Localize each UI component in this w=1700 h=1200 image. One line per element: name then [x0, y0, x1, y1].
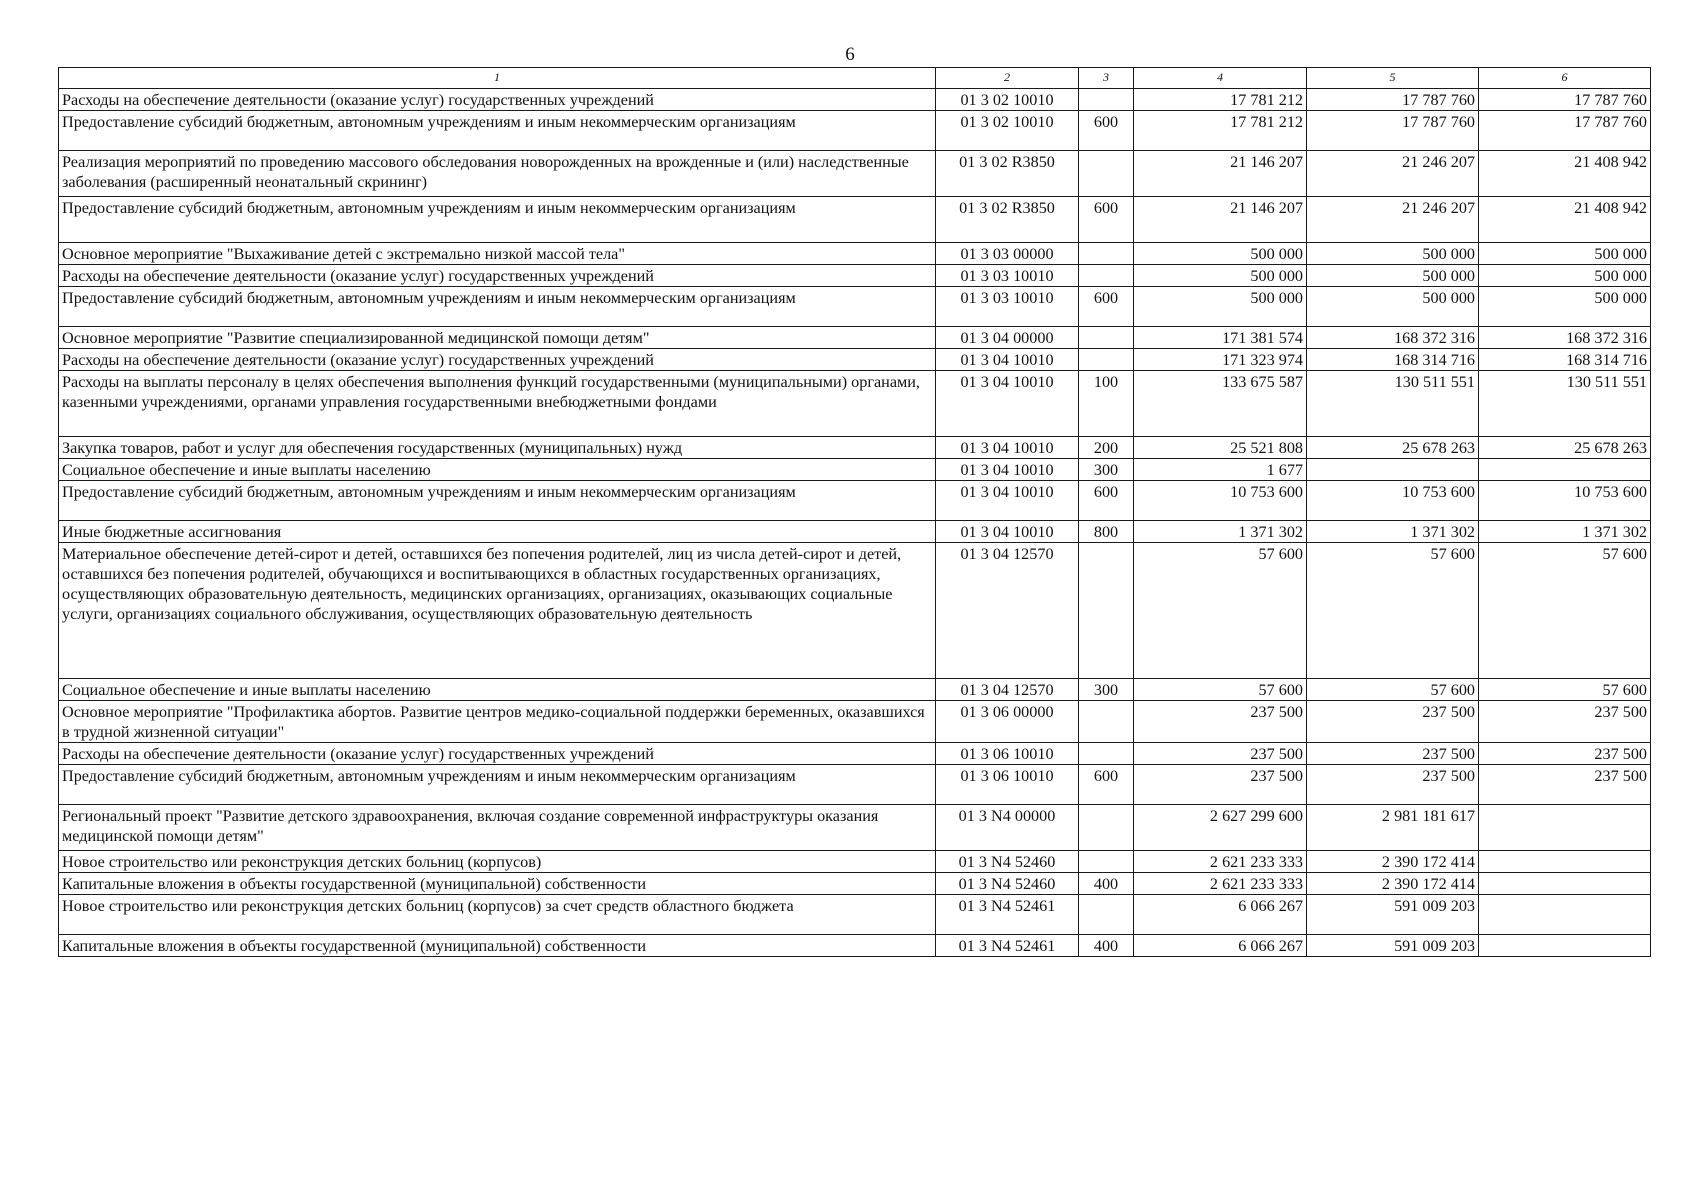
row-name: Основное мероприятие "Профилактика абортов. Развитие центров медико-социальной поддержки беременных, оказавшихся в трудной жизненной ситуации" [59, 701, 936, 743]
row-value-col6 [1479, 873, 1651, 895]
header-cell-6: 6 [1479, 68, 1651, 89]
row-name: Закупка товаров, работ и услуг для обеспечения государственных (муниципальных) нужд [59, 437, 936, 459]
row-name: Капитальные вложения в объекты государственной (муниципальной) собственности [59, 935, 936, 957]
row-name: Предоставление субсидий бюджетным, автономным учреждениям и иным некоммерческим организациям [59, 481, 936, 521]
row-value-col5: 237 500 [1307, 765, 1479, 805]
row-expense-type: 600 [1079, 765, 1134, 805]
row-name: Иные бюджетные ассигнования [59, 521, 936, 543]
row-code: 01 3 02 R3850 [936, 151, 1079, 197]
table-row [59, 371, 1651, 437]
row-name: Предоставление субсидий бюджетным, автономным учреждениям и иным некоммерческим организациям [59, 197, 936, 243]
row-expense-type [1079, 89, 1134, 111]
header-cell-1: 1 [59, 68, 936, 89]
row-name: Капитальные вложения в объекты государственной (муниципальной) собственности [59, 873, 936, 895]
row-value-col4: 2 621 233 333 [1134, 873, 1307, 895]
row-value-col6: 237 500 [1479, 701, 1651, 743]
row-value-col6 [1479, 935, 1651, 957]
table-row [59, 895, 1651, 935]
row-code: 01 3 02 R3850 [936, 197, 1079, 243]
row-value-col5: 57 600 [1307, 679, 1479, 701]
table-row [59, 349, 1651, 371]
row-code: 01 3 04 10010 [936, 521, 1079, 543]
row-value-col5: 25 678 263 [1307, 437, 1479, 459]
row-code: 01 3 04 00000 [936, 327, 1079, 349]
row-code: 01 3 04 10010 [936, 437, 1079, 459]
row-value-col6 [1479, 459, 1651, 481]
row-name: Расходы на обеспечение деятельности (оказание услуг) государственных учреждений [59, 349, 936, 371]
row-value-col4: 237 500 [1134, 701, 1307, 743]
row-value-col4: 6 066 267 [1134, 895, 1307, 935]
row-expense-type: 600 [1079, 111, 1134, 151]
row-value-col5: 237 500 [1307, 701, 1479, 743]
row-name: Предоставление субсидий бюджетным, автономным учреждениям и иным некоммерческим организациям [59, 111, 936, 151]
row-code: 01 3 04 12570 [936, 543, 1079, 679]
row-value-col4: 500 000 [1134, 265, 1307, 287]
row-value-col4: 57 600 [1134, 679, 1307, 701]
row-name: Расходы на выплаты персоналу в целях обеспечения выполнения функций государственными (муниципальными) органами, казенными учреждениями, органами управления государственными внебюджетными фондами [59, 371, 936, 437]
row-value-col5: 21 246 207 [1307, 197, 1479, 243]
row-expense-type: 300 [1079, 459, 1134, 481]
row-value-col5: 130 511 551 [1307, 371, 1479, 437]
row-value-col5: 17 787 760 [1307, 111, 1479, 151]
row-expense-type [1079, 743, 1134, 765]
table-row [59, 701, 1651, 743]
row-name: Новое строительство или реконструкция детских больниц (корпусов) [59, 851, 936, 873]
row-value-col6: 21 408 942 [1479, 151, 1651, 197]
row-value-col6: 1 371 302 [1479, 521, 1651, 543]
row-value-col6: 57 600 [1479, 679, 1651, 701]
row-expense-type [1079, 543, 1134, 679]
row-value-col4: 133 675 587 [1134, 371, 1307, 437]
row-name: Социальное обеспечение и иные выплаты населению [59, 459, 936, 481]
row-value-col4: 237 500 [1134, 765, 1307, 805]
row-code: 01 3 04 10010 [936, 371, 1079, 437]
row-expense-type: 600 [1079, 481, 1134, 521]
row-name: Предоставление субсидий бюджетным, автономным учреждениям и иным некоммерческим организациям [59, 765, 936, 805]
row-value-col5: 168 314 716 [1307, 349, 1479, 371]
row-value-col5: 2 390 172 414 [1307, 873, 1479, 895]
row-code: 01 3 04 10010 [936, 481, 1079, 521]
row-value-col4: 237 500 [1134, 743, 1307, 765]
row-value-col6: 500 000 [1479, 265, 1651, 287]
row-expense-type: 400 [1079, 873, 1134, 895]
table-row [59, 111, 1651, 151]
row-name: Материальное обеспечение детей-сирот и детей, оставшихся без попечения родителей, лиц из числа детей-сирот и детей, оставшихся без попечения родителей, обучающихся и воспитывающихся в областных государственных организациях, осуществляющих образовательную деятельность, медицинских организациях, организациях, оказывающих социальные услуги, организациях социального обслуживания, осуществляющих образовательную деятельность [59, 543, 936, 679]
row-value-col5: 500 000 [1307, 287, 1479, 327]
row-name: Региональный проект "Развитие детского здравоохранения, включая создание современной инфраструктуры оказания медицинской помощи детям" [59, 805, 936, 851]
table-row [59, 327, 1651, 349]
table-header [59, 68, 1651, 89]
table-row [59, 265, 1651, 287]
row-code: 01 3 02 10010 [936, 89, 1079, 111]
row-value-col5: 237 500 [1307, 743, 1479, 765]
row-expense-type [1079, 327, 1134, 349]
row-value-col6 [1479, 895, 1651, 935]
row-value-col5: 591 009 203 [1307, 895, 1479, 935]
row-value-col4: 17 781 212 [1134, 111, 1307, 151]
table-row [59, 935, 1651, 957]
row-code: 01 3 04 10010 [936, 349, 1079, 371]
table-row [59, 521, 1651, 543]
row-name: Реализация мероприятий по проведению массового обследования новорожденных на врожденные и (или) наследственные заболевания (расширенный неонатальный скрининг) [59, 151, 936, 197]
row-code: 01 3 06 00000 [936, 701, 1079, 743]
row-value-col4: 500 000 [1134, 243, 1307, 265]
row-value-col6: 25 678 263 [1479, 437, 1651, 459]
row-value-col4: 17 781 212 [1134, 89, 1307, 111]
table-row [59, 873, 1651, 895]
row-value-col5 [1307, 459, 1479, 481]
row-value-col4: 21 146 207 [1134, 197, 1307, 243]
header-row [59, 68, 1651, 89]
row-value-col4: 2 621 233 333 [1134, 851, 1307, 873]
table-row [59, 805, 1651, 851]
row-value-col4: 21 146 207 [1134, 151, 1307, 197]
row-value-col5: 10 753 600 [1307, 481, 1479, 521]
row-code: 01 3 03 10010 [936, 287, 1079, 327]
row-value-col6: 17 787 760 [1479, 111, 1651, 151]
row-code: 01 3 N4 52460 [936, 873, 1079, 895]
row-value-col6: 57 600 [1479, 543, 1651, 679]
row-value-col5: 1 371 302 [1307, 521, 1479, 543]
header-cell-4: 4 [1134, 68, 1307, 89]
header-cell-2: 2 [936, 68, 1079, 89]
row-value-col6: 237 500 [1479, 743, 1651, 765]
row-expense-type: 300 [1079, 679, 1134, 701]
row-expense-type [1079, 851, 1134, 873]
table-row [59, 437, 1651, 459]
row-value-col6: 21 408 942 [1479, 197, 1651, 243]
row-name: Расходы на обеспечение деятельности (оказание услуг) государственных учреждений [59, 743, 936, 765]
row-value-col5: 17 787 760 [1307, 89, 1479, 111]
row-code: 01 3 04 12570 [936, 679, 1079, 701]
row-expense-type [1079, 243, 1134, 265]
row-value-col6: 500 000 [1479, 243, 1651, 265]
row-value-col4: 1 677 [1134, 459, 1307, 481]
header-cell-3: 3 [1079, 68, 1134, 89]
row-expense-type: 800 [1079, 521, 1134, 543]
row-value-col5: 2 981 181 617 [1307, 805, 1479, 851]
row-value-col4: 171 323 974 [1134, 349, 1307, 371]
row-code: 01 3 06 10010 [936, 743, 1079, 765]
row-code: 01 3 N4 00000 [936, 805, 1079, 851]
row-value-col4: 10 753 600 [1134, 481, 1307, 521]
budget-table [58, 67, 1651, 957]
table-row [59, 243, 1651, 265]
row-name: Расходы на обеспечение деятельности (оказание услуг) государственных учреждений [59, 89, 936, 111]
row-code: 01 3 N4 52461 [936, 935, 1079, 957]
row-value-col4: 6 066 267 [1134, 935, 1307, 957]
row-name: Расходы на обеспечение деятельности (оказание услуг) государственных учреждений [59, 265, 936, 287]
table-row [59, 543, 1651, 679]
row-name: Социальное обеспечение и иные выплаты населению [59, 679, 936, 701]
row-name: Основное мероприятие "Выхаживание детей с экстремально низкой массой тела" [59, 243, 936, 265]
table-row [59, 89, 1651, 111]
row-value-col6: 10 753 600 [1479, 481, 1651, 521]
row-code: 01 3 N4 52461 [936, 895, 1079, 935]
table-row [59, 197, 1651, 243]
row-value-col4: 500 000 [1134, 287, 1307, 327]
table-row [59, 679, 1651, 701]
row-name: Предоставление субсидий бюджетным, автономным учреждениям и иным некоммерческим организациям [59, 287, 936, 327]
page-number: 6 [845, 44, 855, 65]
row-value-col6: 237 500 [1479, 765, 1651, 805]
table-row [59, 765, 1651, 805]
row-value-col4: 171 381 574 [1134, 327, 1307, 349]
row-value-col6: 17 787 760 [1479, 89, 1651, 111]
row-value-col4: 1 371 302 [1134, 521, 1307, 543]
row-value-col5: 500 000 [1307, 265, 1479, 287]
row-code: 01 3 03 00000 [936, 243, 1079, 265]
row-expense-type [1079, 265, 1134, 287]
row-value-col5: 2 390 172 414 [1307, 851, 1479, 873]
row-code: 01 3 03 10010 [936, 265, 1079, 287]
row-value-col4: 25 521 808 [1134, 437, 1307, 459]
row-value-col4: 57 600 [1134, 543, 1307, 679]
table-row [59, 287, 1651, 327]
row-expense-type: 400 [1079, 935, 1134, 957]
table-row [59, 151, 1651, 197]
row-value-col5: 21 246 207 [1307, 151, 1479, 197]
row-value-col6: 168 314 716 [1479, 349, 1651, 371]
table-body [59, 89, 1651, 957]
table-row [59, 481, 1651, 521]
table-row [59, 459, 1651, 481]
table-row [59, 743, 1651, 765]
row-expense-type: 100 [1079, 371, 1134, 437]
row-expense-type: 600 [1079, 197, 1134, 243]
row-value-col6 [1479, 805, 1651, 851]
row-value-col5: 500 000 [1307, 243, 1479, 265]
row-code: 01 3 N4 52460 [936, 851, 1079, 873]
row-value-col6: 130 511 551 [1479, 371, 1651, 437]
row-name: Основное мероприятие "Развитие специализированной медицинской помощи детям" [59, 327, 936, 349]
row-value-col6: 168 372 316 [1479, 327, 1651, 349]
row-code: 01 3 06 10010 [936, 765, 1079, 805]
row-value-col5: 168 372 316 [1307, 327, 1479, 349]
row-name: Новое строительство или реконструкция детских больниц (корпусов) за счет средств областного бюджета [59, 895, 936, 935]
row-value-col4: 2 627 299 600 [1134, 805, 1307, 851]
row-value-col6 [1479, 851, 1651, 873]
row-expense-type [1079, 701, 1134, 743]
row-code: 01 3 02 10010 [936, 111, 1079, 151]
row-expense-type [1079, 151, 1134, 197]
row-expense-type: 200 [1079, 437, 1134, 459]
header-cell-5: 5 [1307, 68, 1479, 89]
row-code: 01 3 04 10010 [936, 459, 1079, 481]
row-expense-type: 600 [1079, 287, 1134, 327]
row-value-col6: 500 000 [1479, 287, 1651, 327]
row-expense-type [1079, 895, 1134, 935]
row-value-col5: 591 009 203 [1307, 935, 1479, 957]
row-expense-type [1079, 805, 1134, 851]
row-expense-type [1079, 349, 1134, 371]
row-value-col5: 57 600 [1307, 543, 1479, 679]
table-row [59, 851, 1651, 873]
